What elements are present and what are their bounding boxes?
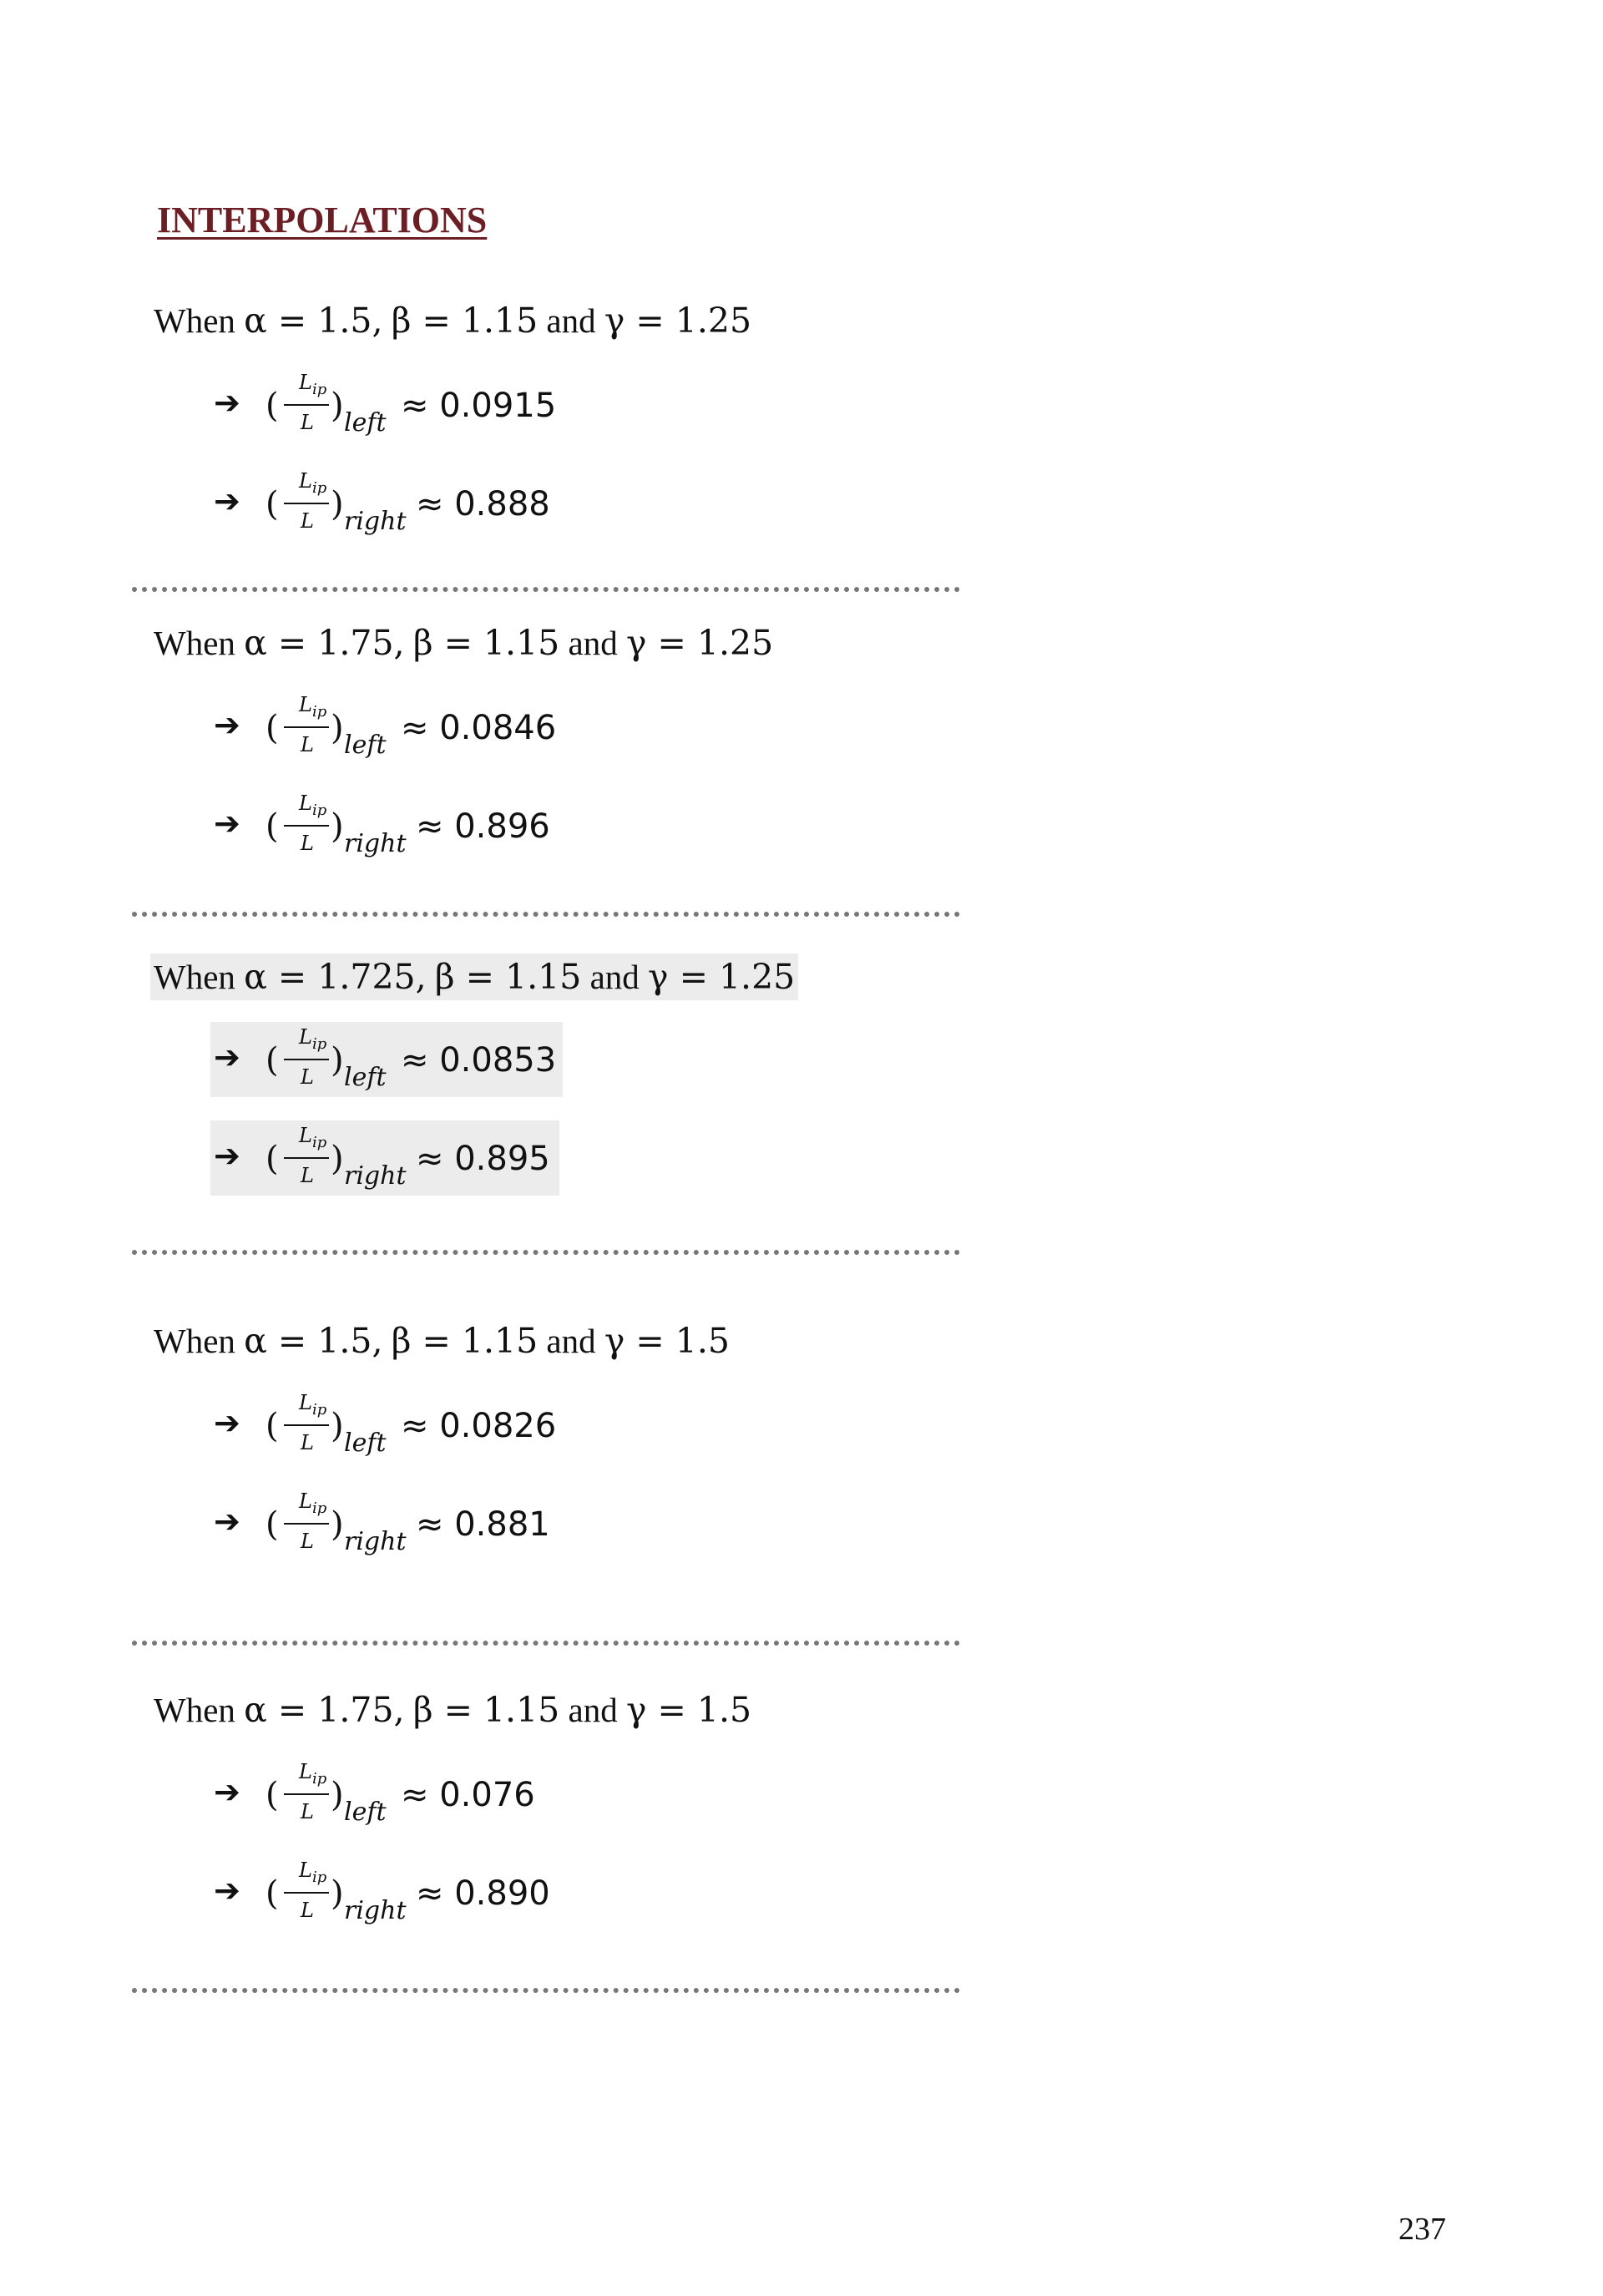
dotted-separator (132, 912, 960, 917)
gamma-value: γ = 1.25 (604, 301, 752, 341)
fraction-denominator: L (301, 1800, 314, 1823)
fraction-denominator: L (301, 733, 314, 756)
dotted-separator (132, 1641, 960, 1646)
right-ratio-value: ≈ 0.895 (416, 1140, 550, 1178)
subscript-right: right (344, 829, 407, 858)
close-paren: ) (331, 1041, 344, 1080)
right-ratio-line (210, 466, 558, 541)
subscript-left: left (344, 731, 387, 760)
open-paren: ( (265, 1505, 279, 1544)
right-ratio-line (210, 788, 558, 863)
ratio-fraction (282, 1859, 331, 1927)
ratio-fraction (282, 1760, 331, 1828)
gamma-value: γ = 1.5 (604, 1321, 731, 1361)
fraction-numerator: $L_{ip}$ (299, 1025, 327, 1053)
when-label: When (154, 301, 235, 340)
subscript-left: left (344, 1063, 387, 1092)
close-paren: ) (331, 1776, 344, 1814)
right-ratio-value: ≈ 0.888 (416, 485, 550, 523)
open-paren: ( (265, 1041, 279, 1080)
when-condition (150, 1317, 733, 1364)
left-ratio-line (210, 690, 566, 765)
arrow-right-icon: ➔ (214, 1137, 240, 1174)
subscript-left: left (344, 1798, 387, 1827)
fraction-denominator: L (301, 1530, 314, 1553)
left-ratio-value: ≈ 0.0826 (401, 1407, 557, 1445)
subscript-left: left (344, 1429, 387, 1458)
alpha-value: α = 1.75, (244, 623, 405, 663)
right-ratio-line (210, 1486, 558, 1561)
when-condition (150, 620, 776, 666)
gamma-value: γ = 1.25 (648, 957, 796, 997)
subscript-right: right (344, 1896, 407, 1925)
fraction-bar (284, 503, 329, 504)
close-paren: ) (331, 807, 344, 846)
left-ratio-value: ≈ 0.0846 (401, 709, 557, 747)
ratio-fraction (282, 469, 331, 538)
fraction-bar (284, 1793, 329, 1795)
arrow-right-icon: ➔ (214, 1773, 240, 1810)
and-label: and (589, 958, 640, 996)
close-paren: ) (331, 709, 344, 747)
when-label: When (154, 1322, 235, 1360)
right-ratio-value: ≈ 0.881 (416, 1505, 550, 1544)
fraction-numerator: $L_{ip}$ (299, 1859, 327, 1886)
fraction-numerator: $L_{ip}$ (299, 1124, 327, 1151)
page-number: 237 (1398, 2212, 1446, 2247)
fraction-numerator: $L_{ip}$ (299, 693, 327, 721)
alpha-value: α = 1.75, (244, 1690, 405, 1730)
left-ratio-value: ≈ 0.0853 (401, 1041, 557, 1080)
left-ratio-line (210, 1388, 566, 1463)
right-ratio-line (210, 1855, 558, 1930)
ratio-fraction (282, 1391, 331, 1459)
open-paren: ( (265, 1776, 279, 1814)
arrow-right-icon: ➔ (214, 483, 240, 519)
fraction-bar (284, 1059, 329, 1060)
fraction-bar (284, 1424, 329, 1426)
gamma-value: γ = 1.25 (625, 623, 774, 663)
fraction-bar (284, 404, 329, 406)
arrow-right-icon: ➔ (214, 706, 240, 743)
when-condition (150, 297, 755, 344)
fraction-denominator: L (301, 1065, 314, 1089)
when-label: When (154, 958, 235, 996)
ratio-fraction (282, 1489, 331, 1558)
alpha-value: α = 1.725, (244, 957, 427, 997)
alpha-value: α = 1.5, (244, 301, 383, 341)
alpha-value: α = 1.5, (244, 1321, 383, 1361)
dotted-separator (132, 587, 960, 592)
gamma-value: γ = 1.5 (625, 1690, 752, 1730)
right-ratio-value: ≈ 0.896 (416, 807, 550, 846)
fraction-denominator: L (301, 1899, 314, 1922)
when-condition (150, 953, 798, 1000)
beta-value: β = 1.15 (434, 957, 582, 997)
arrow-right-icon: ➔ (214, 1503, 240, 1540)
fraction-denominator: L (301, 832, 314, 855)
fraction-denominator: L (301, 1431, 314, 1454)
fraction-numerator: $L_{ip}$ (299, 1391, 327, 1419)
beta-value: β = 1.15 (412, 1690, 560, 1730)
page-title: INTERPOLATIONS (157, 200, 488, 240)
fraction-bar (284, 726, 329, 728)
and-label: and (568, 1691, 618, 1729)
when-label: When (154, 1691, 235, 1729)
arrow-right-icon: ➔ (214, 1404, 240, 1441)
close-paren: ) (331, 1140, 344, 1178)
left-ratio-value: ≈ 0.076 (401, 1776, 535, 1814)
fraction-numerator: $L_{ip}$ (299, 1489, 327, 1517)
close-paren: ) (331, 387, 344, 425)
left-ratio-line (210, 367, 566, 443)
left-ratio-value: ≈ 0.0915 (401, 387, 557, 425)
fraction-numerator: $L_{ip}$ (299, 791, 327, 819)
ratio-fraction (282, 693, 331, 761)
fraction-bar (284, 825, 329, 827)
and-label: and (546, 301, 596, 340)
open-paren: ( (265, 387, 279, 425)
when-label: When (154, 624, 235, 662)
open-paren: ( (265, 1874, 279, 1913)
close-paren: ) (331, 1874, 344, 1913)
ratio-fraction (282, 1025, 331, 1094)
dotted-separator (132, 1250, 960, 1255)
ratio-fraction (282, 371, 331, 439)
arrow-right-icon: ➔ (214, 1039, 240, 1075)
open-paren: ( (265, 1140, 279, 1178)
fraction-denominator: L (301, 1164, 314, 1187)
fraction-bar (284, 1157, 329, 1159)
right-ratio-line (210, 1120, 559, 1196)
and-label: and (568, 624, 618, 662)
left-ratio-line (210, 1022, 563, 1097)
dotted-separator (132, 1988, 960, 1993)
arrow-right-icon: ➔ (214, 384, 240, 421)
fraction-numerator: $L_{ip}$ (299, 469, 327, 497)
arrow-right-icon: ➔ (214, 1872, 240, 1909)
beta-value: β = 1.15 (391, 301, 539, 341)
right-ratio-value: ≈ 0.890 (416, 1874, 550, 1913)
subscript-right: right (344, 1527, 407, 1556)
close-paren: ) (331, 1407, 344, 1445)
fraction-denominator: L (301, 509, 314, 533)
open-paren: ( (265, 807, 279, 846)
subscript-left: left (344, 408, 387, 437)
fraction-denominator: L (301, 411, 314, 434)
ratio-fraction (282, 1124, 331, 1192)
open-paren: ( (265, 1407, 279, 1445)
fraction-numerator: $L_{ip}$ (299, 371, 327, 398)
beta-value: β = 1.15 (412, 623, 560, 663)
close-paren: ) (331, 1505, 344, 1544)
fraction-bar (284, 1523, 329, 1525)
subscript-right: right (344, 1161, 407, 1191)
close-paren: ) (331, 485, 344, 523)
beta-value: β = 1.15 (391, 1321, 539, 1361)
fraction-numerator: $L_{ip}$ (299, 1760, 327, 1788)
fraction-bar (284, 1892, 329, 1894)
ratio-fraction (282, 791, 331, 860)
subscript-right: right (344, 507, 407, 536)
open-paren: ( (265, 485, 279, 523)
when-condition (150, 1687, 755, 1733)
open-paren: ( (265, 709, 279, 747)
and-label: and (546, 1322, 596, 1360)
left-ratio-line (210, 1757, 549, 1832)
arrow-right-icon: ➔ (214, 805, 240, 842)
